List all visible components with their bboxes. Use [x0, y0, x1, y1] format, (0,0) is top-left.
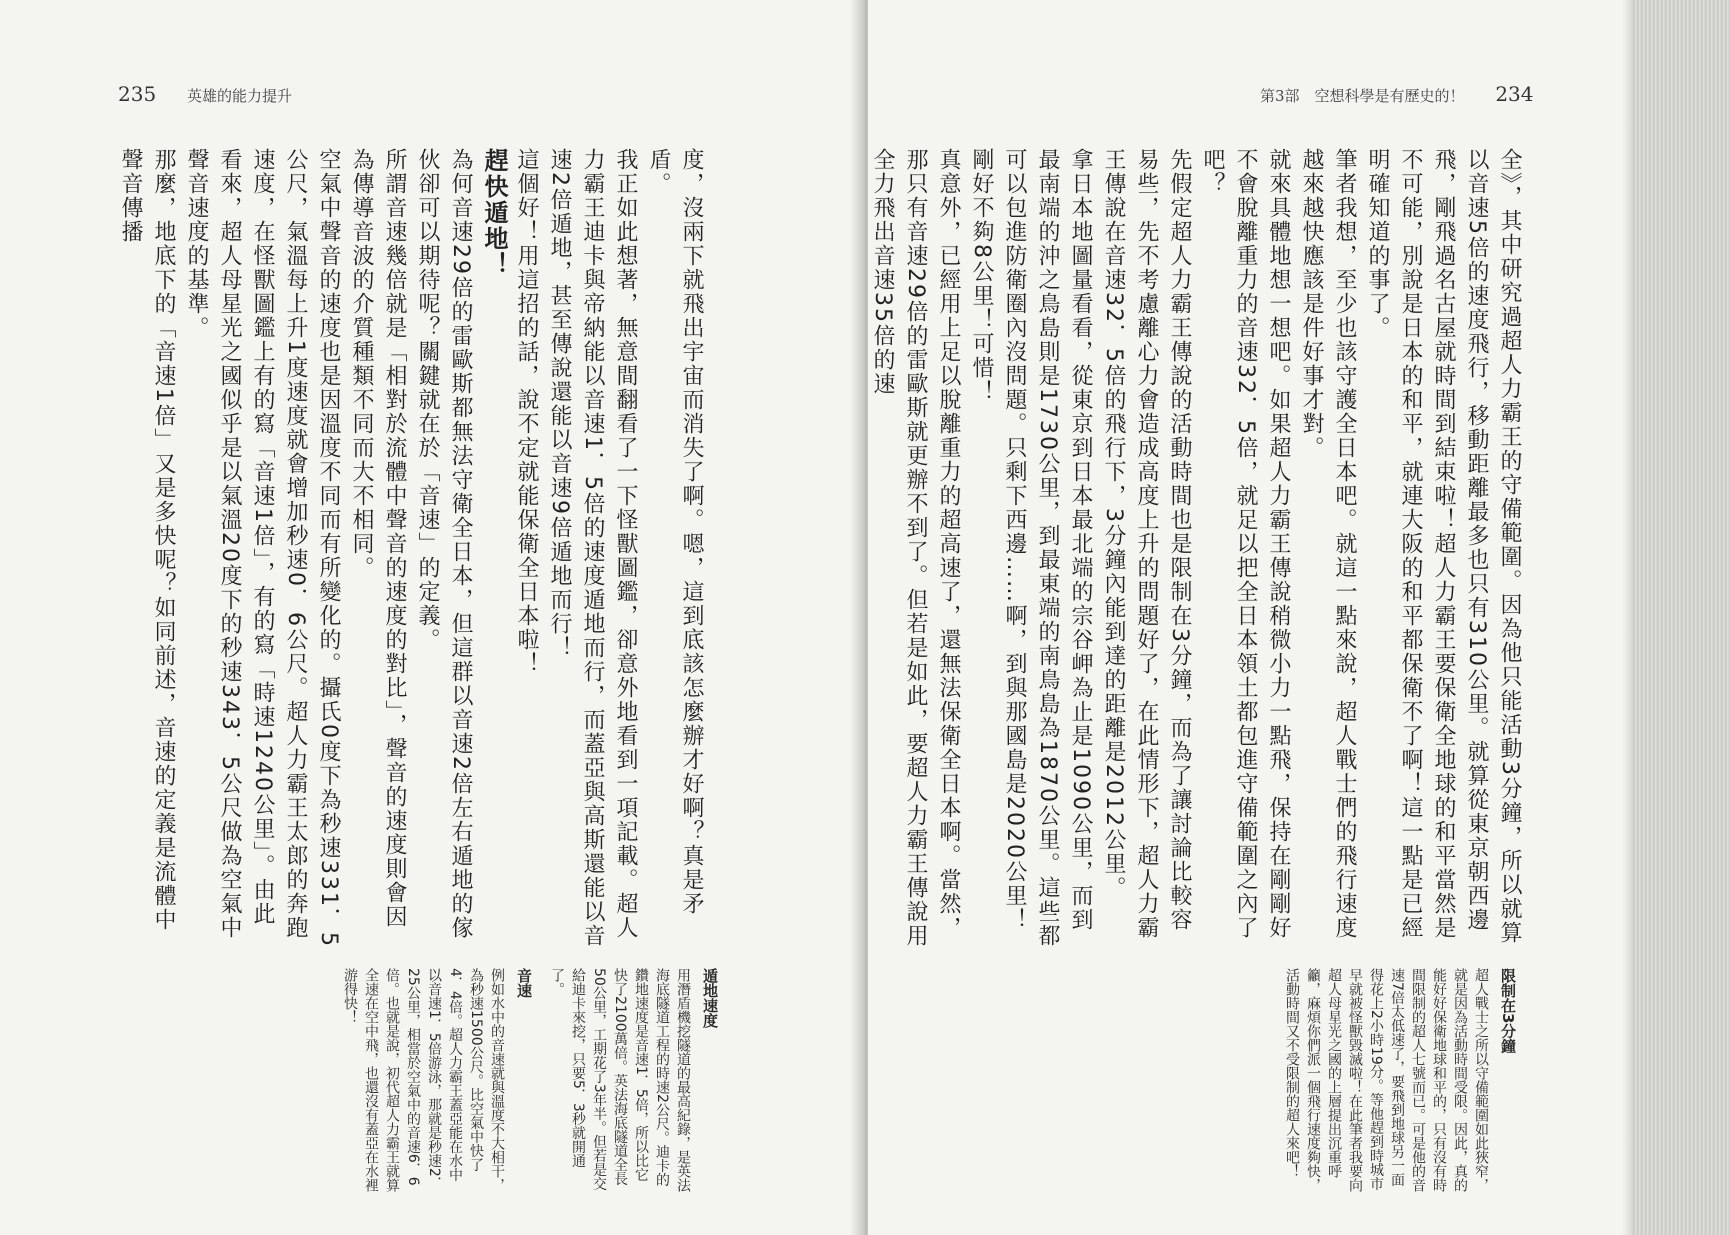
left-running-title: 英雄的能力提升	[186, 87, 292, 105]
right-running-title: 第3部 空想科學是有歷史的！	[1260, 87, 1465, 105]
body-paragraph: 先假定超人力霸王傳說的活動時間也是限制在3分鐘，而為了讓討論比較容易些，先不考慮離心力會造成高度上升的問題好了，在此情形下，超人力霸王傳說在音速32．5倍的飛行下，3分鐘內能到達的距離是2012公里。	[1101, 148, 1192, 940]
section-heading: 趕快遁地！	[480, 148, 508, 278]
body-paragraph: 那麼，地底下的「音速1倍」又是多快呢？如同前述，音速的定義是流體中聲音傳播	[118, 148, 176, 932]
sidenote	[1281, 968, 1518, 1193]
body-paragraph: 真意外，已經用上足以脫離重力的超高速了，還無法保衛全日本啊。當然，那只有音速29倍的雷歐斯就更辦不到了。但若是如此，要超人力霸王傳說用全力飛出音速35倍的速	[870, 148, 961, 948]
page-stack-edge	[1632, 0, 1730, 1235]
left-page-number: 235	[118, 82, 157, 106]
right-page-number: 234	[1495, 82, 1534, 106]
body-paragraph: 這個好！用這招的話，說不定就能保衛全日本啦！	[514, 148, 539, 676]
sidenote	[339, 968, 534, 1193]
sidenote-text: 超人戰士之所以守備範圍如此狹窄，就是因為活動時間受限。因此，真的能好好保衛地球和平的，只有沒有時間限制的超人七號而已。可是他的音速7倍太低速了，要飛到地球另一面得花上2小時19分。等他趕到時城市早就被怪獸毀滅啦！在此筆者我要向超人母星光之國的上層提出沉重呼籲，麻煩你們派一個飛行速度夠快，活動時間又不受限制的超人來吧！	[1284, 968, 1489, 1192]
right-page	[868, 0, 1632, 1235]
sidenote	[546, 968, 720, 1193]
sidenote-title: 音速	[515, 968, 533, 998]
body-paragraph: 度，沒兩下就飛出宇宙而消失了啊。嗯，這到底該怎麼辦才好啊？真是矛盾。	[646, 148, 704, 916]
body-paragraph: 空氣中聲音的速度也是因溫度不同而有所變化的。攝氏0度下為秒速331．5公尺，氣溫每上升1度速度就會增加秒速0．6公尺。超人力霸王太郎的奔跑速度，在怪獸圖鑑上有的寫「音速1倍」，有的寫「時速1240公里」。由此看來，超人母星光之國似乎是以氣溫20度下的秒速343．5公尺做為空氣中聲音速度的基準。	[184, 148, 341, 948]
body-paragraph: 為何音速29倍的雷歐斯都無法守衛全日本，但這群以音速2倍左右遁地的傢伙卻可以期待呢？關鍵就在於「音速」的定義。	[415, 148, 473, 940]
body-paragraph: 所謂音速幾倍就是「相對於流體中聲音的速度的對比」，聲音的速度則會因為傳導音波的介質種類不同而大不相同。	[349, 148, 407, 929]
right-running-head	[1260, 82, 1534, 106]
left-sidenotes	[120, 968, 720, 1193]
sidenote-text: 例如水中的音速就與溫度不大相干，為秒速1500公尺。比空氣中快了4．4倍。超人力霸王蓋亞能在水中以音速1．5倍游泳，那就是秒速2．25公里，相當於空氣中的音速6．6倍。也就是說，初代超人力霸王就算全速在空中飛，也還沒有蓋亞在水裡游得快！	[342, 968, 505, 1192]
sidenote-text: 用潛盾機挖隧道的最高紀錄，是英法海底隧道工程的時速2公尺。迪卡的鑽地速度是音速1．5倍，所以比它快了2100萬倍。英法海底隧道全長50公里，工期花了3年半。但若是交給迪卡來挖，只要5．3秒就開通了。	[549, 968, 691, 1192]
left-body-text	[118, 148, 708, 948]
right-body-text	[870, 148, 1526, 948]
left-running-head	[118, 82, 292, 106]
left-page	[0, 0, 862, 1235]
body-paragraph: 就來具體地想一想吧。如果超人力霸王傳說稍微小力一點飛，保持在剛剛好不會脫離重力的音速32．5倍，就足以把全日本領土都包進守備範圍之內了吧？	[1200, 148, 1291, 940]
body-paragraph: 筆者我想，至少也該守護全日本吧。就這一點來說，超人戰士們的飛行速度越來越快應該是件好事才對。	[1299, 148, 1357, 940]
body-paragraph: 全》，其中研究過超人力霸王的守備範圍。因為他只能活動3分鐘，所以就算以音速5倍的速度飛行，移動距離最多也只有310公里。就算從東京朝西邊飛，剛飛過名古屋就時間到結束啦！超人力霸王要保衛全地球的和平當然是不可能，別說是日本的和平，就連大阪的和平都保衛不了啊！這一點是已經明確知道的事了。	[1365, 148, 1522, 945]
body-paragraph: 我正如此想著，無意間翻看了一下怪獸圖鑑，卻意外地看到一項記載。超人力霸王迪卡與帝納能以音速1．5倍的速度遁地而行，而蓋亞與高斯還能以音速2倍遁地，甚至傳說還能以音速9倍遁地而行！	[547, 148, 638, 948]
right-sidenotes	[958, 968, 1518, 1193]
body-paragraph: 拿日本地圖量看看，從東京到日本最北端的宗谷岬為止是1090公里，而到最南端的沖之鳥島則是1730公里，到最東端的南鳥島為1870公里。這些都可以包進防衛圈內沒問題。只剩下西邊……啊，到與那國島是2020公里！剛好不夠8公里！可惜！	[969, 148, 1093, 948]
sidenote-title: 限制在3分鐘	[1499, 968, 1517, 1054]
sidenote-title: 遁地速度	[701, 968, 719, 1028]
